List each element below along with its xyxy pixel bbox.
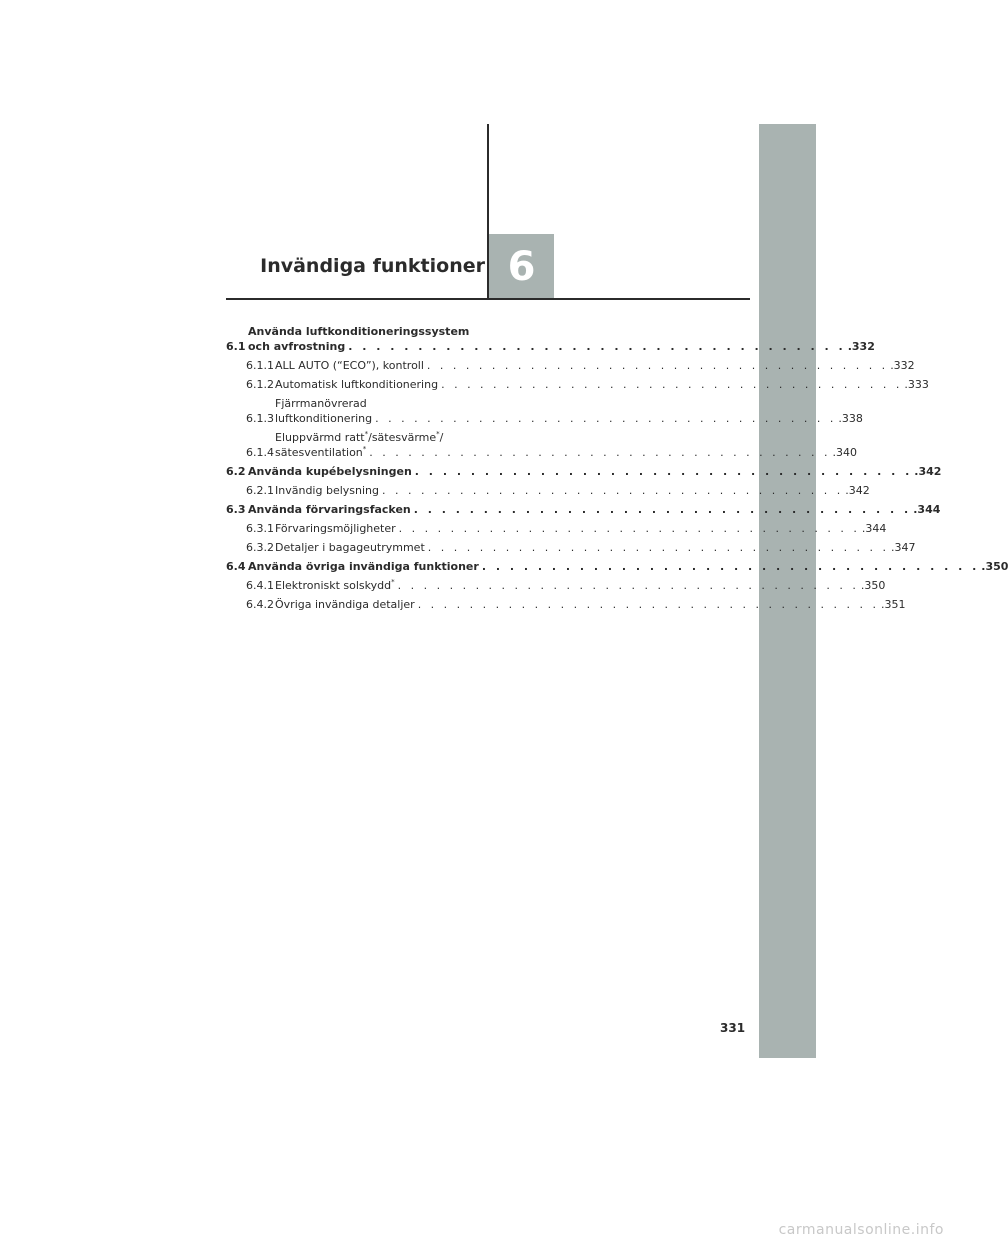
toc-page: .332 [890, 359, 915, 372]
toc-subsection[interactable] [226, 430, 858, 460]
toc-page: .344 [913, 503, 941, 516]
toc-subsection[interactable] [226, 377, 929, 392]
toc-leader-dots: . . . . . . . . . . . . . . . . . . . . . . . . . . . . . . . . . . . . [427, 541, 890, 554]
toc-number: 6.1.2 [246, 378, 274, 391]
toc-leader-dots: . . . . . . . . . . . . . . . . . . . . . . . . . . . . . . . . . . . . [426, 359, 889, 372]
toc-leader-dots: . . . . . . . . . . . . . . . . . . . . . . . . . . . . . . . . . . . . [348, 340, 846, 353]
toc-number: 6.4.1 [246, 579, 274, 592]
toc-page: .340 [832, 446, 858, 459]
toc-number: 6.3 [226, 503, 246, 516]
toc-title: Invändig belysning [275, 484, 379, 497]
toc-subsection[interactable] [226, 540, 916, 555]
watermark: carmanualsonline.info [778, 1222, 944, 1238]
page-number: 331 [720, 1021, 746, 1035]
toc-leader-dots: . . . . . . . . . . . . . . . . . . . . . . . . . . . . . . . . . . . . [417, 598, 879, 611]
toc-subsection[interactable] [226, 358, 915, 373]
table-of-contents [226, 324, 1008, 616]
toc-title-line: Fjärrmanövrerad [275, 397, 367, 410]
toc-page: .332 [847, 340, 875, 353]
toc-title: Automatisk luftkonditionering [275, 378, 439, 391]
toc-number: 6.2 [226, 465, 246, 478]
toc-page: .351 [880, 598, 906, 611]
toc-title: ALL AUTO (“ECO”), kontroll [275, 359, 424, 372]
toc-page: .350 [981, 560, 1008, 573]
toc-number: 6.1.1 [246, 359, 274, 372]
toc-title: och avfrostning [248, 340, 346, 353]
toc-subsection[interactable] [226, 396, 863, 426]
toc-page: .350 [860, 579, 886, 592]
toc-page: .333 [904, 378, 929, 391]
toc-section[interactable] [226, 464, 942, 479]
toc-leader-dots: . . . . . . . . . . . . . . . . . . . . . . . . . . . . . . . . . . . . [398, 522, 860, 535]
toc-title: Använda övriga invändiga funktioner [248, 560, 479, 573]
toc-number: 6.4 [226, 560, 246, 573]
toc-page: .342 [914, 465, 942, 478]
toc-number: 6.3.1 [246, 522, 274, 535]
toc-leader-dots: . . . . . . . . . . . . . . . . . . . . . . . . . . . . . . . . . . . . [414, 465, 913, 478]
toc-title: Detaljer i bagageutrymmet [275, 541, 425, 554]
toc-page: .347 [891, 541, 916, 554]
toc-subsection[interactable] [226, 483, 870, 498]
toc-number: 6.3.2 [246, 541, 274, 554]
header-rule [226, 298, 750, 300]
chapter-number: 6 [507, 244, 536, 290]
toc-leader-dots: . . . . . . . . . . . . . . . . . . . . . . . . . . . . . . . . . . . . [413, 503, 912, 516]
toc-subsection[interactable] [226, 578, 886, 593]
toc-title-line: Eluppvärmd ratt*/sätesvärme*/ [275, 430, 444, 444]
toc-title-line: Använda luftkonditioneringssystem [248, 325, 470, 338]
toc-leader-dots: . . . . . . . . . . . . . . . . . . . . . . . . . . . . . . . . . . . . [397, 579, 859, 592]
toc-number: 6.1.3 [246, 412, 274, 425]
toc-page: .342 [845, 484, 870, 497]
toc-section[interactable] [226, 559, 1008, 574]
toc-title: Använda förvaringsfacken [248, 503, 411, 516]
toc-section[interactable] [226, 324, 875, 354]
toc-leader-dots: . . . . . . . . . . . . . . . . . . . . . . . . . . . . . . . . . . . . [381, 484, 844, 497]
toc-leader-dots: . . . . . . . . . . . . . . . . . . . . . . . . . . . . . . . . . . . . [441, 378, 903, 391]
toc-title: Elektroniskt solskydd* [275, 578, 395, 592]
toc-number: 6.1.4 [246, 446, 274, 459]
toc-title: Övriga invändiga detaljer [275, 598, 415, 611]
toc-section[interactable] [226, 502, 941, 517]
chapter-title: Invändiga funktioner [260, 255, 485, 277]
toc-number: 6.4.2 [246, 598, 274, 611]
toc-page: .338 [838, 412, 863, 425]
toc-title: Förvaringsmöjligheter [275, 522, 396, 535]
toc-leader-dots: . . . . . . . . . . . . . . . . . . . . . . . . . . . . . . . . . . . . [481, 560, 980, 573]
chapter-number-box [489, 234, 554, 300]
toc-title: luftkonditionering [275, 412, 373, 425]
toc-number: 6.1 [226, 340, 246, 353]
toc-title: Använda kupébelysningen [248, 465, 412, 478]
toc-subsection[interactable] [226, 597, 906, 612]
toc-leader-dots: . . . . . . . . . . . . . . . . . . . . . . . . . . . . . . . . . . . . [375, 412, 837, 425]
toc-title: sätesventilation* [275, 445, 367, 459]
toc-leader-dots: . . . . . . . . . . . . . . . . . . . . . . . . . . . . . . . . . . . . [369, 446, 831, 459]
toc-number: 6.2.1 [246, 484, 274, 497]
toc-page: .344 [861, 522, 887, 535]
toc-subsection[interactable] [226, 521, 887, 536]
